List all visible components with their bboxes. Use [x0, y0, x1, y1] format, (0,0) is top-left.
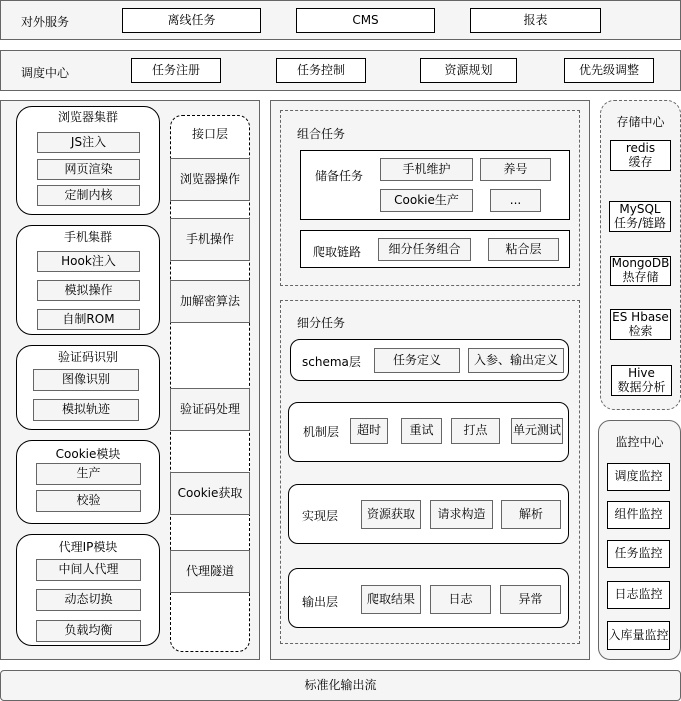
phone-cluster-title: 手机集群 [63, 230, 112, 244]
storage-center-title: 存储中心 [616, 115, 665, 129]
standard-output-stream: 标准化输出流 [0, 670, 681, 701]
implementation-layer-label: 实现层 [302, 509, 339, 523]
cookie-produce-box: 生产 [36, 463, 141, 485]
es-hbase-box [610, 309, 671, 340]
js-inject-box: JS注入 [37, 132, 140, 153]
task-define-box: 任务定义 [374, 348, 460, 373]
captcha-handle-box: 验证码处理 [170, 388, 250, 431]
reserve-task-box [300, 150, 570, 220]
scheduling-center-label: 调度中心 [21, 66, 70, 80]
task-monitor-box: 任务监控 [607, 540, 670, 568]
report-box: 报表 [470, 8, 601, 33]
mechanism-layer-label: 机制层 [303, 425, 340, 439]
crawl-chain-box [300, 230, 570, 268]
external-services-bar [0, 0, 681, 40]
cookie-produce-task-box: Cookie生产 [380, 189, 473, 212]
simulate-op-box: 模拟操作 [37, 280, 140, 301]
offline-task-box: 离线任务 [122, 8, 261, 33]
io-define-box: 入参、输出定义 [468, 348, 564, 373]
output-layer-label: 输出层 [302, 595, 339, 609]
crawl-chain-label: 爬取链路 [313, 245, 362, 259]
custom-rom-box: 自制ROM [37, 309, 140, 330]
unit-test-box: 单元测试 [511, 418, 563, 444]
proxy-ip-module-title: 代理IP模块 [58, 540, 118, 554]
log-monitor-box: 日志监控 [607, 581, 670, 609]
redis-box [610, 140, 671, 171]
retry-box: 重试 [401, 418, 442, 444]
mongodb-box [610, 256, 671, 286]
mongodb-role: 热存储 [622, 270, 659, 284]
combo-task-title: 组合任务 [297, 127, 346, 141]
hive-box [611, 365, 672, 396]
phone-op-box: 手机操作 [170, 218, 250, 261]
browser-cluster-title: 浏览器集群 [57, 110, 118, 124]
output-layer [288, 568, 569, 628]
crawl-result-box: 爬取结果 [361, 585, 421, 614]
priority-adjust-box: 优先级调整 [564, 58, 654, 83]
reserve-task-label: 储备任务 [315, 169, 364, 183]
request-build-box: 请求构造 [430, 500, 493, 529]
task-register-box: 任务注册 [131, 58, 221, 83]
interface-layer-title: 接口层 [191, 127, 228, 141]
timeout-box: 超时 [350, 418, 388, 444]
cookie-module-title: Cookie模块 [55, 447, 121, 461]
task-control-box: 任务控制 [276, 58, 366, 83]
captcha-cluster-title: 验证码识别 [57, 350, 118, 364]
tracking-box: 打点 [451, 418, 500, 444]
hive-name: Hive [628, 365, 655, 380]
cookie-verify-box: 校验 [36, 490, 141, 512]
redis-name: redis [625, 140, 656, 155]
dynamic-switch-box: 动态切换 [36, 589, 141, 611]
hive-role: 数据分析 [617, 379, 666, 394]
ingest-volume-monitor-box: 入库量监控 [607, 621, 670, 650]
es-hbase-role: 检索 [628, 323, 653, 338]
mechanism-layer [288, 402, 569, 462]
browser-cluster [16, 106, 160, 215]
log-box: 日志 [430, 585, 491, 614]
phone-cluster [16, 225, 160, 335]
scheduling-center-bar [0, 50, 681, 91]
proxy-ip-module [16, 534, 160, 646]
crypto-algorithm-box: 加解密算法 [170, 280, 250, 323]
es-hbase-name: ES Hbase [612, 309, 669, 324]
browser-op-box: 浏览器操作 [170, 158, 250, 201]
resource-planning-box: 资源规划 [420, 58, 517, 83]
phone-maintain-box: 手机维护 [380, 158, 473, 181]
redis-role: 缓存 [628, 154, 653, 169]
parse-box: 解析 [501, 500, 561, 529]
external-services-label: 对外服务 [21, 15, 70, 29]
schema-layer-label: schema层 [302, 355, 361, 369]
schedule-monitor-box: 调度监控 [607, 463, 670, 491]
account-nurture-box: 养号 [480, 158, 551, 181]
more-box: ... [490, 189, 541, 212]
image-recognition-box: 图像识别 [33, 369, 139, 391]
simulate-track-box: 模拟轨迹 [33, 399, 139, 421]
cookie-module [16, 440, 160, 524]
schema-layer [290, 339, 569, 381]
glue-layer-box: 粘合层 [488, 238, 559, 261]
load-balance-box: 负载均衡 [36, 620, 141, 642]
captcha-cluster [16, 345, 160, 430]
page-render-box: 网页渲染 [37, 159, 140, 180]
cookie-fetch-box: Cookie获取 [170, 472, 250, 515]
exception-box: 异常 [500, 585, 561, 614]
resource-fetch-box: 资源获取 [361, 500, 421, 529]
hook-inject-box: Hook注入 [37, 251, 140, 272]
implementation-layer [288, 484, 569, 544]
subtask-combine-box: 细分任务组合 [378, 238, 471, 261]
mysql-box [609, 201, 671, 232]
proxy-tunnel-box: 代理隧道 [170, 550, 250, 593]
cms-box: CMS [296, 8, 435, 33]
mongodb-name: MongoDB [611, 256, 670, 271]
mysql-role: 任务/链路 [613, 215, 667, 230]
mysql-name: MySQL [619, 201, 661, 216]
sub-task-title: 细分任务 [297, 316, 346, 330]
monitor-center-title: 监控中心 [615, 435, 664, 449]
custom-kernel-box: 定制内核 [37, 185, 140, 206]
component-monitor-box: 组件监控 [607, 501, 670, 529]
mitm-proxy-box: 中间人代理 [36, 559, 141, 581]
